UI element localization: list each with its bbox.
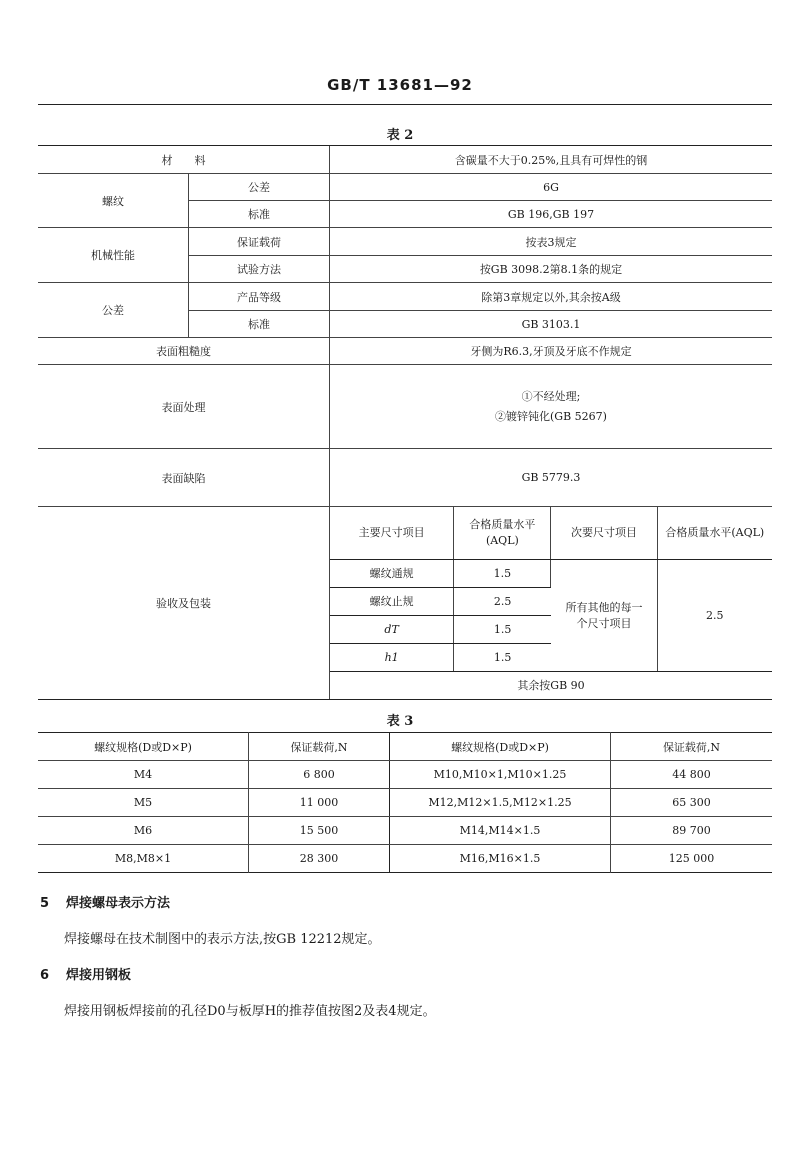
product-grade-value: 除第3章规定以外,其余按A级 xyxy=(330,283,773,311)
major-item: h1 xyxy=(330,644,454,672)
thread-size: M12,M12×1.5,M12×1.25 xyxy=(390,789,611,817)
table-row xyxy=(38,845,772,873)
surface-treatment-value xyxy=(330,365,773,449)
table3-header: 保证载荷,N xyxy=(249,733,390,761)
acceptance-footer: 其余按GB 90 xyxy=(517,678,585,692)
test-method-label: 试验方法 xyxy=(189,256,330,283)
section6-title xyxy=(40,964,131,983)
table3-header: 螺纹规格(D或D×P) xyxy=(38,733,249,761)
tolerance-standard-label: 标准 xyxy=(189,311,330,338)
thread-standard-value: GB 196,GB 197 xyxy=(330,201,773,228)
material-value: 含碳量不大于0.25%,且具有可焊性的钢 xyxy=(330,146,773,174)
table-row xyxy=(38,789,772,817)
standard-number: GB/T 13681—92 xyxy=(327,76,473,94)
surface-treatment-label: 表面处理 xyxy=(38,365,330,449)
table3-header: 保证载荷,N xyxy=(611,733,773,761)
major-item: dT xyxy=(330,616,454,644)
table3-header: 螺纹规格(D或D×P) xyxy=(390,733,611,761)
acceptance-table-cell xyxy=(330,507,773,700)
table-row xyxy=(38,817,772,845)
proof-load: 44 800 xyxy=(611,761,773,789)
test-method-value: 按GB 3098.2第8.1条的规定 xyxy=(330,256,773,283)
section6-text: 焊接用钢板焊接前的孔径D0与板厚H的推荐值按图2及表4规定。 xyxy=(64,1004,436,1019)
major-aql: 1.5 xyxy=(454,616,551,644)
proof-load: 6 800 xyxy=(249,761,390,789)
thread-standard-label: 标准 xyxy=(189,201,330,228)
thread-size: M10,M10×1,M10×1.25 xyxy=(390,761,611,789)
surface-defects-label: 表面缺陷 xyxy=(38,449,330,507)
acceptance-inner-table xyxy=(330,507,772,699)
thread-size: M4 xyxy=(38,761,249,789)
major-item: 螺纹通规 xyxy=(330,560,454,588)
proof-load: 65 300 xyxy=(611,789,773,817)
section6-number: 6 xyxy=(40,968,50,983)
thread-size: M8,M8×1 xyxy=(114,852,172,865)
minor-aql-header: 合格质量水平(AQL) xyxy=(657,507,772,560)
thread-tolerance-value: 6G xyxy=(330,174,773,201)
major-aql-header: 合格质量水平(AQL) xyxy=(454,507,551,560)
table3-caption: 表 3 xyxy=(386,714,414,729)
header-rule xyxy=(38,104,772,105)
major-aql: 2.5 xyxy=(454,588,551,616)
surface-defects-value: GB 5779.3 xyxy=(330,449,773,507)
roughness-label: 表面粗糙度 xyxy=(38,338,330,365)
product-grade-label: 产品等级 xyxy=(189,283,330,311)
proof-load: 28 300 xyxy=(249,845,390,873)
minor-aql: 2.5 xyxy=(657,560,772,672)
thread-size: M6 xyxy=(38,817,249,845)
section5-title xyxy=(40,892,170,911)
proof-load: 125 000 xyxy=(611,845,773,873)
surface-treatment-line-1: ①不经处理; xyxy=(521,389,581,403)
table-row xyxy=(38,761,772,789)
proof-load: 11 000 xyxy=(249,789,390,817)
acceptance-label: 验收及包装 xyxy=(38,507,330,700)
minor-item: 所有其他的每一个尺寸项目 xyxy=(551,560,657,672)
surface-treatment-line-2: ②镀锌钝化(GB 5267) xyxy=(495,409,607,423)
section5-number: 5 xyxy=(40,896,50,911)
table2-caption: 表 2 xyxy=(386,128,414,143)
thread-label: 螺纹 xyxy=(38,174,189,228)
table3 xyxy=(38,732,772,873)
thread-size: M16,M16×1.5 xyxy=(390,845,611,873)
roughness-value: 牙侧为R6.3,牙顶及牙底不作规定 xyxy=(330,338,773,365)
material-label: 材 料 xyxy=(38,146,330,174)
section5-text: 焊接螺母在技术制图中的表示方法,按GB 12212规定。 xyxy=(64,932,381,947)
minor-item-header: 次要尺寸项目 xyxy=(551,507,657,560)
thread-size: M14,M14×1.5 xyxy=(390,817,611,845)
major-aql: 1.5 xyxy=(454,560,551,588)
proof-load: 15 500 xyxy=(249,817,390,845)
thread-size: M5 xyxy=(38,789,249,817)
mechanical-label: 机械性能 xyxy=(38,228,189,283)
thread-tolerance-label: 公差 xyxy=(189,174,330,201)
tolerance-label: 公差 xyxy=(38,283,189,338)
section6-heading: 焊接用钢板 xyxy=(66,968,132,983)
proof-load-value: 按表3规定 xyxy=(330,228,773,256)
proof-load: 89 700 xyxy=(611,817,773,845)
proof-load-label: 保证载荷 xyxy=(189,228,330,256)
table2 xyxy=(38,145,772,700)
major-item-header: 主要尺寸项目 xyxy=(330,507,454,560)
major-item: 螺纹止规 xyxy=(330,588,454,616)
section5-heading: 焊接螺母表示方法 xyxy=(66,896,171,911)
tolerance-standard-value: GB 3103.1 xyxy=(330,311,773,338)
major-aql: 1.5 xyxy=(454,644,551,672)
